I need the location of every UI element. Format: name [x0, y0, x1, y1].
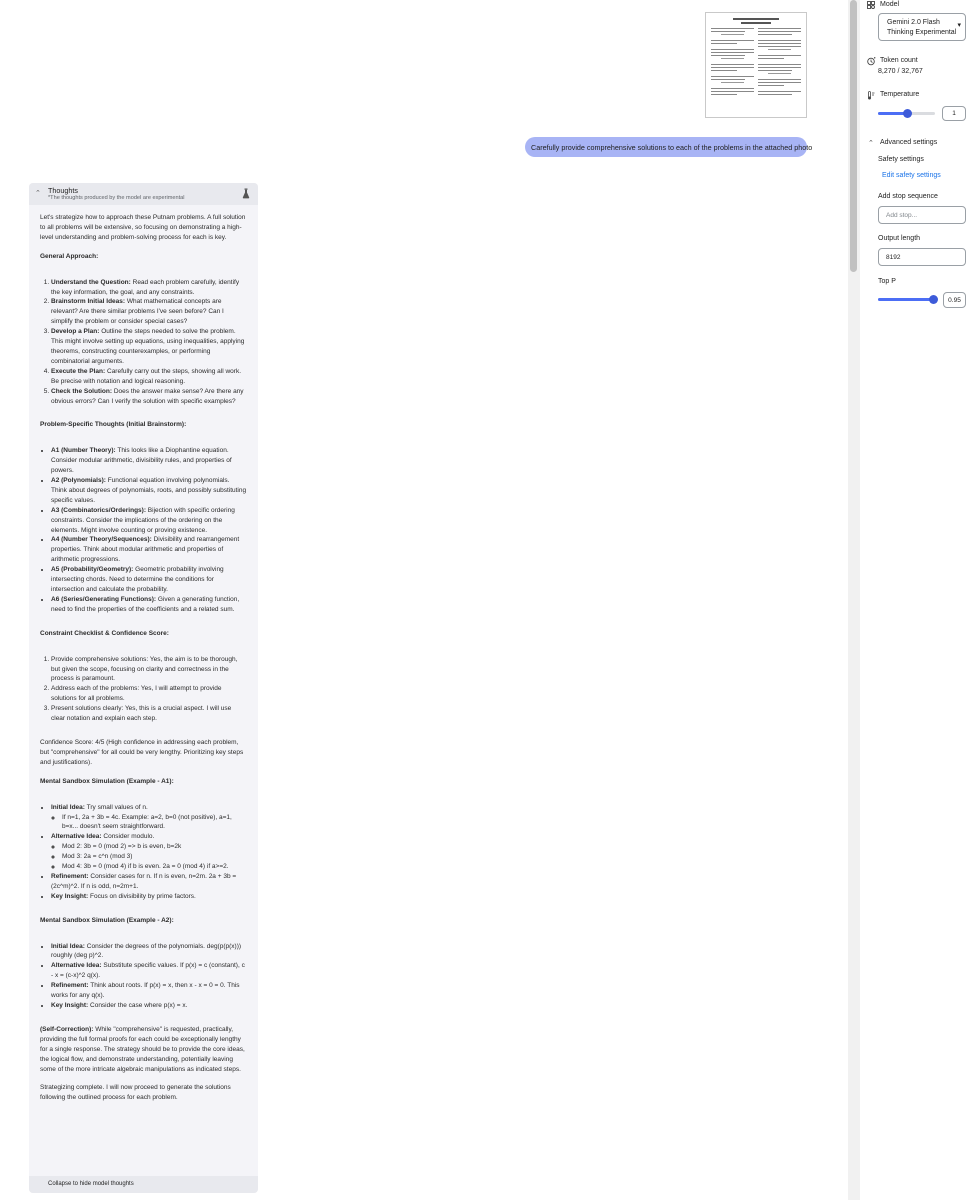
dropdown-caret-icon: ▾	[957, 22, 961, 29]
general-approach-list	[51, 278, 247, 407]
list-item: • A2 (Polynomials): Functional equation involving polynomials. Think about degrees of polynomials, roots, and possibly substituting specific values.	[51, 476, 247, 506]
list-item: • Alternative Idea: Substitute specific values. If p(x) = c (constant), c - x = (c-x)^2 q(x).	[51, 961, 247, 981]
output-length-input[interactable]	[878, 248, 966, 266]
user-message-bubble	[525, 137, 813, 157]
token-count-label: Token count	[880, 57, 918, 64]
stop-sequence-placeholder: Add stop...	[886, 212, 918, 219]
chevron-up-icon[interactable]: ⌃	[868, 140, 874, 147]
list-item: 3. Present solutions clearly: Yes, this is a crucial aspect. I will use clear notation and explain each step.	[51, 704, 247, 724]
top-p-input[interactable]	[943, 292, 966, 308]
top-p-slider[interactable]	[878, 298, 936, 301]
top-p-label: Top P	[878, 278, 896, 285]
general-approach-heading: General Approach:	[40, 252, 99, 260]
list-item: 1. Understand the Question: Read each problem carefully, identify the key information, the goal, and any constraints.	[51, 278, 247, 298]
advanced-settings-toggle[interactable]: Advanced settings	[880, 139, 938, 146]
model-label: Model	[880, 1, 900, 8]
list-item: • Initial Idea: Consider the degrees of the polynomials. deg(p(p(x))) roughly (deg p)^2.	[51, 942, 247, 962]
list-item: ◦ If n=1, 2a + 3b = 4c. Example: a=2, b=0 (not positive), a=1, b=x... doesn't seem straightforward.	[62, 813, 247, 833]
attached-photo-thumbnail[interactable]	[705, 12, 807, 118]
stop-sequence-input[interactable]	[878, 206, 966, 224]
self-correction: (Self-Correction): While "comprehensive" is requested, practically, providing the full formal proofs for each could be exceptionally lengthy for a single response. The strategy should be to provide the core ideas, the logical flow, and demonstrate understanding, potentially leaving some of the more intricate algebraic manipulations as indicated steps.	[40, 1025, 245, 1073]
safety-settings-label: Safety settings	[878, 156, 924, 163]
thoughts-subtitle: *The thoughts produced by the model are experimental	[48, 195, 185, 201]
list-item: 2. Address each of the problems: Yes, I will attempt to provide solutions for all problems.	[51, 684, 247, 704]
collapse-thoughts-label: Collapse to hide model thoughts	[48, 1181, 134, 1187]
list-item: • Refinement: Think about roots. If p(x) = x, then x - x = 0 = 0. This works for any q(x).	[51, 981, 247, 1001]
checklist-heading: Constraint Checklist & Confidence Score:	[40, 629, 169, 637]
sandbox-a2-heading: Mental Sandbox Simulation (Example - A2):	[40, 916, 174, 924]
thoughts-body	[29, 205, 258, 1103]
edit-safety-settings-link[interactable]: Edit safety settings	[882, 172, 941, 179]
list-item: • A3 (Combinatorics/Orderings): Bijection with specific ordering constraints. Consider the implications of the ordering on the elements. Might involve counting or proving existence.	[51, 506, 247, 536]
checklist-list	[51, 655, 247, 724]
thoughts-title: Thoughts	[48, 186, 78, 195]
sandbox-a1-list	[51, 803, 247, 902]
top-p-slider-handle[interactable]	[929, 295, 938, 304]
list-item: • A1 (Number Theory): This looks like a Diophantine equation. Consider modular arithmetic, divisibility rules, and properties of powers.	[51, 446, 247, 476]
temperature-slider-handle[interactable]	[903, 109, 912, 118]
stop-sequence-label: Add stop sequence	[878, 193, 938, 200]
temperature-input[interactable]	[942, 106, 966, 121]
list-item: • Alternative Idea: Consider modulo. ◦ Mod 2: 3b = 0 (mod 2) => b is even, b=2k ◦ Mod 3: 2a = c^n (mod 3) ◦ Mod 4: 3b = 0 (mod 4) if b is even. 2a = 0 (mod 4) if a>=2.	[51, 832, 247, 872]
confidence-score: Confidence Score: 4/5 (High confidence in addressing each problem, but "comprehensive" for all could be very lengthy. Prioritizing key steps and justifications).	[40, 738, 244, 766]
top-p-slider-fill	[878, 298, 933, 301]
list-item: ◦ Mod 2: 3b = 0 (mod 2) => b is even, b=2k	[62, 842, 247, 852]
list-item: 3. Develop a Plan: Outline the steps needed to solve the problem. This might involve setting up equations, using inequalities, applying theorems, constructing counterexamples, or performing combinatorial arguments.	[51, 327, 247, 367]
problem-specific-heading: Problem-Specific Thoughts (Initial Brainstorm):	[40, 421, 187, 429]
temperature-slider[interactable]	[878, 112, 935, 115]
output-length-label: Output length	[878, 235, 921, 242]
list-item: • Key Insight: Consider the case where p(x) = x.	[51, 1001, 247, 1011]
collapse-thoughts-button[interactable]	[29, 1176, 258, 1193]
list-item: • Key Insight: Focus on divisibility by prime factors.	[51, 892, 247, 902]
closing-text: Strategizing complete. I will now proceed to generate the solutions following the outlined process for each problem.	[40, 1084, 231, 1102]
temperature-value: 1	[952, 110, 956, 117]
chevron-up-icon[interactable]: ⌃	[35, 190, 41, 197]
output-length-value: 8192	[886, 254, 901, 261]
model-name-line1: Gemini 2.0 Flash	[887, 19, 940, 26]
temperature-icon	[867, 91, 875, 100]
thoughts-header[interactable]	[29, 183, 258, 205]
list-item: • Refinement: Consider cases for n. If n is even, n=2m. 2a + 3b = (2c^m)^2. If n is odd, n=2m+1.	[51, 872, 247, 892]
thoughts-panel	[29, 183, 258, 1193]
list-item: ◦ Mod 3: 2a = c^n (mod 3)	[62, 852, 247, 862]
problem-specific-list	[51, 446, 247, 614]
flask-icon	[242, 188, 250, 199]
thoughts-intro: Let's strategize how to approach these Putnam problems. A full solution to all problems will be extensive, so focusing on demonstrating a high-level understanding and problem-solving process for each is key.	[40, 214, 246, 241]
list-item: ◦ Mod 4: 3b = 0 (mod 4) if b is even. 2a = 0 (mod 4) if a>=2.	[62, 862, 247, 872]
list-item: • A6 (Series/Generating Functions): Given a generating function, need to find the properties of the coefficients and a related sum.	[51, 595, 247, 615]
list-item: 4. Execute the Plan: Carefully carry out the steps, showing all work. Be precise with notation and logical reasoning.	[51, 367, 247, 387]
list-item: 5. Check the Solution: Does the answer make sense? Are there any obvious errors? Can I verify the solution with specific examples?	[51, 387, 247, 407]
token-count-value: 8,270 / 32,767	[878, 68, 923, 75]
list-item: • A5 (Probability/Geometry): Geometric probability involving intersecting chords. Need to determine the conditions for intersection and calculate the probability.	[51, 565, 247, 595]
top-p-value: 0.95	[948, 296, 961, 304]
list-item: 2. Brainstorm Initial Ideas: What mathematical concepts are relevant? Are there similar problems I've seen before? Can I simplify the problem or consider special cases?	[51, 297, 247, 327]
scrollbar-thumb[interactable]	[850, 0, 857, 272]
sandbox-a2-list	[51, 942, 247, 1011]
model-name-line2: Thinking Experimental	[887, 28, 957, 36]
model-select[interactable]	[878, 13, 966, 41]
run-settings-panel	[860, 0, 970, 1200]
token-icon	[867, 57, 876, 66]
list-item: • Initial Idea: Try small values of n. ◦ If n=1, 2a + 3b = 4c. Example: a=2, b=0 (not positive), a=1, b=x... doesn't seem straightforward.	[51, 803, 247, 833]
sandbox-a1-heading: Mental Sandbox Simulation (Example - A1):	[40, 777, 174, 785]
user-message-text: Carefully provide comprehensive solutions to each of the problems in the attached photo	[531, 142, 813, 152]
model-icon	[867, 1, 875, 9]
list-item: • A4 (Number Theory/Sequences): Divisibility and rearrangement properties. Think about modular arithmetic and properties of arithmetic progressions.	[51, 535, 247, 565]
list-item: 1. Provide comprehensive solutions: Yes, the aim is to be thorough, but given the scope, focusing on clarity and correctness in the process is paramount.	[51, 655, 247, 685]
temperature-label: Temperature	[880, 91, 920, 98]
